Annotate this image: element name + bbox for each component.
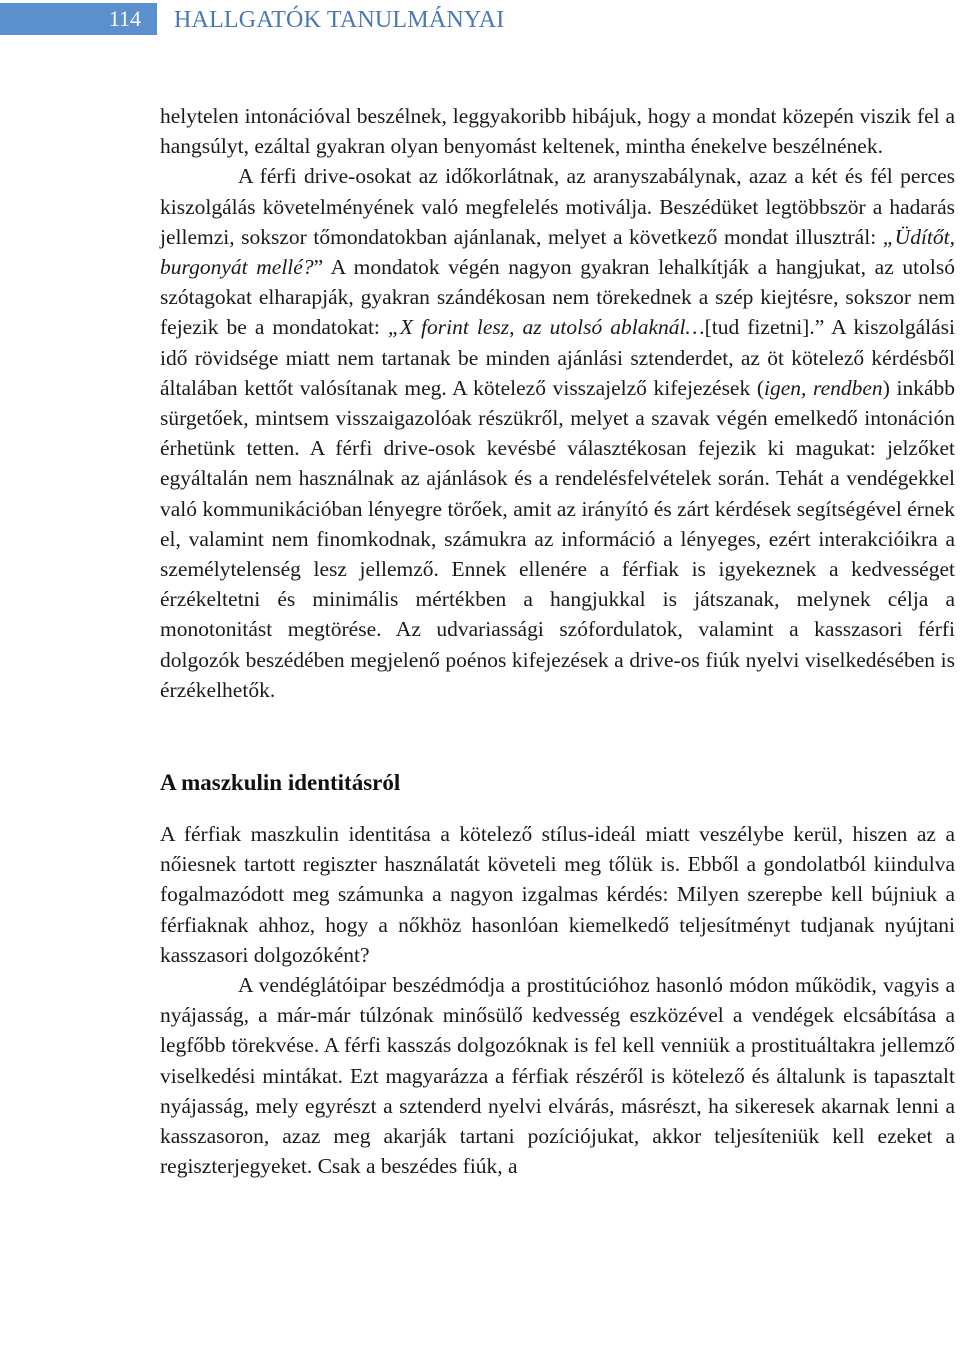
paragraph-2-text-d: ) inkább sürgetőek, mintsem visszaigazolóak részükről, melyet a szavak végén emelkedő intonáción érhetünk tetten. A férfi drive-osok kevésbé választékosan fejezik ki magukat: jelzőket egyáltalán nem használnak az ajánlások és a rendelésfelvételek során. Tehát a vendégekkel való kommunikációban lényegre törőek, amit az irányító és zárt kérdések segítségével érnek el, valamint nem finomkodnak, számukra az információ a lényeges, ezért interakcióikra a személytelenség lesz jellemző. Ennek ellenére a férfiak is igyekeznek a kedvességet érzékeltetni és minimális mértékben a hangjukkal is játszanak, melynek célja a monotonitást megtörése. Az udvariassági szófordulatok, valamint a kasszasori férfi dolgozók beszédében megjelenő poénos kifejezések a drive-os fiúk nyelvi viselkedésében is érzékelhetők. — [160, 375, 955, 702]
paragraph-2-text-a: A férfi drive-osokat az időkorlátnak, az aranyszabálynak, azaz a két és fél perces kiszolgálás követelményének való megfelelés motiválja. Beszédüket legtöbbször a hadarás jellemzi, sokszor tőmondatokban ajánlanak, melyet a következő mondat illusztrál: — [160, 164, 955, 249]
page-header — [0, 0, 960, 40]
section-heading: A maszkulin identitásról — [160, 770, 401, 796]
paragraph-2 — [160, 161, 955, 705]
paragraph-2-text-b: ” A mondatok végén nagyon gyakran lehalkítják a hangjukat, az utolsó szótagokat elharapják, gyakran szándékosan nem törekednek a szép kiejtésre, sokszor nem fejezik be a mondatokat: — [160, 255, 955, 340]
paragraph-3: A férfiak maszkulin identitása a kötelező stílus-ideál miatt veszélybe kerül, hiszen az a nőiesnek tartott regiszter használatát követeli meg tőlük is. Ebből a gondolatból kiindulva fogalmazódott meg számunka a nagyon izgalmas kérdés: Milyen szerepbe kell bújniuk a férfiaknak ahhoz, hogy a nőkhöz hasonlóan kiemelkedő teljesítményt tudjanak nyújtani kasszasori dolgozóként? — [160, 822, 955, 967]
quote-udito: „Üdítőt, burgonyát mellé? — [160, 224, 955, 280]
paragraph-2-text-c: [tud fizetni].” A kiszolgálási idő rövidsége miatt nem tartanak be minden ajánlási sztenderdet, az öt kötelező kérdésből általában kettőt valósítanak meg. A kötelező visszajelző kifejezések ( — [160, 315, 955, 400]
spacer — [160, 799, 955, 819]
paragraph-1: helytelen intonációval beszélnek, leggyakoribb hibájuk, hogy a mondat közepén viszik fel a hangsúlyt, ezáltal gyakran olyan benyomást keltenek, mintha énekelve beszélnének. — [160, 104, 955, 159]
spacer — [160, 705, 955, 767]
page-body — [160, 101, 955, 1182]
quote-igen-rendben: igen, rendben — [764, 375, 883, 400]
running-title: HALLGATÓK TANULMÁNYAI — [174, 7, 505, 33]
quote-x-forint: „X forint lesz, az utolsó ablaknál… — [387, 315, 705, 340]
page-number: 114 — [0, 3, 157, 35]
paragraph-4: A vendéglátóipar beszédmódja a prostitúcióhoz hasonló módon működik, vagyis a nyájasság, a már-már túlzónak minősülő kedvesség eszközével a vendégek elcsábítása a legfőbb törekvése. A férfi kasszás dolgozóknak is fel kell venniük a prostituáltakra jellemző viselkedési mintákat. Ezt magyarázza a férfiak részéről is kötelező és általunk is tapasztalt nyájasság, mely egyrészt a sztenderd nyelvi elvárás, másrészt, ha sikeresek akarnak lenni a kasszasoron, azaz meg akarják tartani pozíciójukat, akkor teljesíteniük kell ezeket a regiszterjegyeket. Csak a beszédes fiúk, a — [160, 973, 955, 1179]
